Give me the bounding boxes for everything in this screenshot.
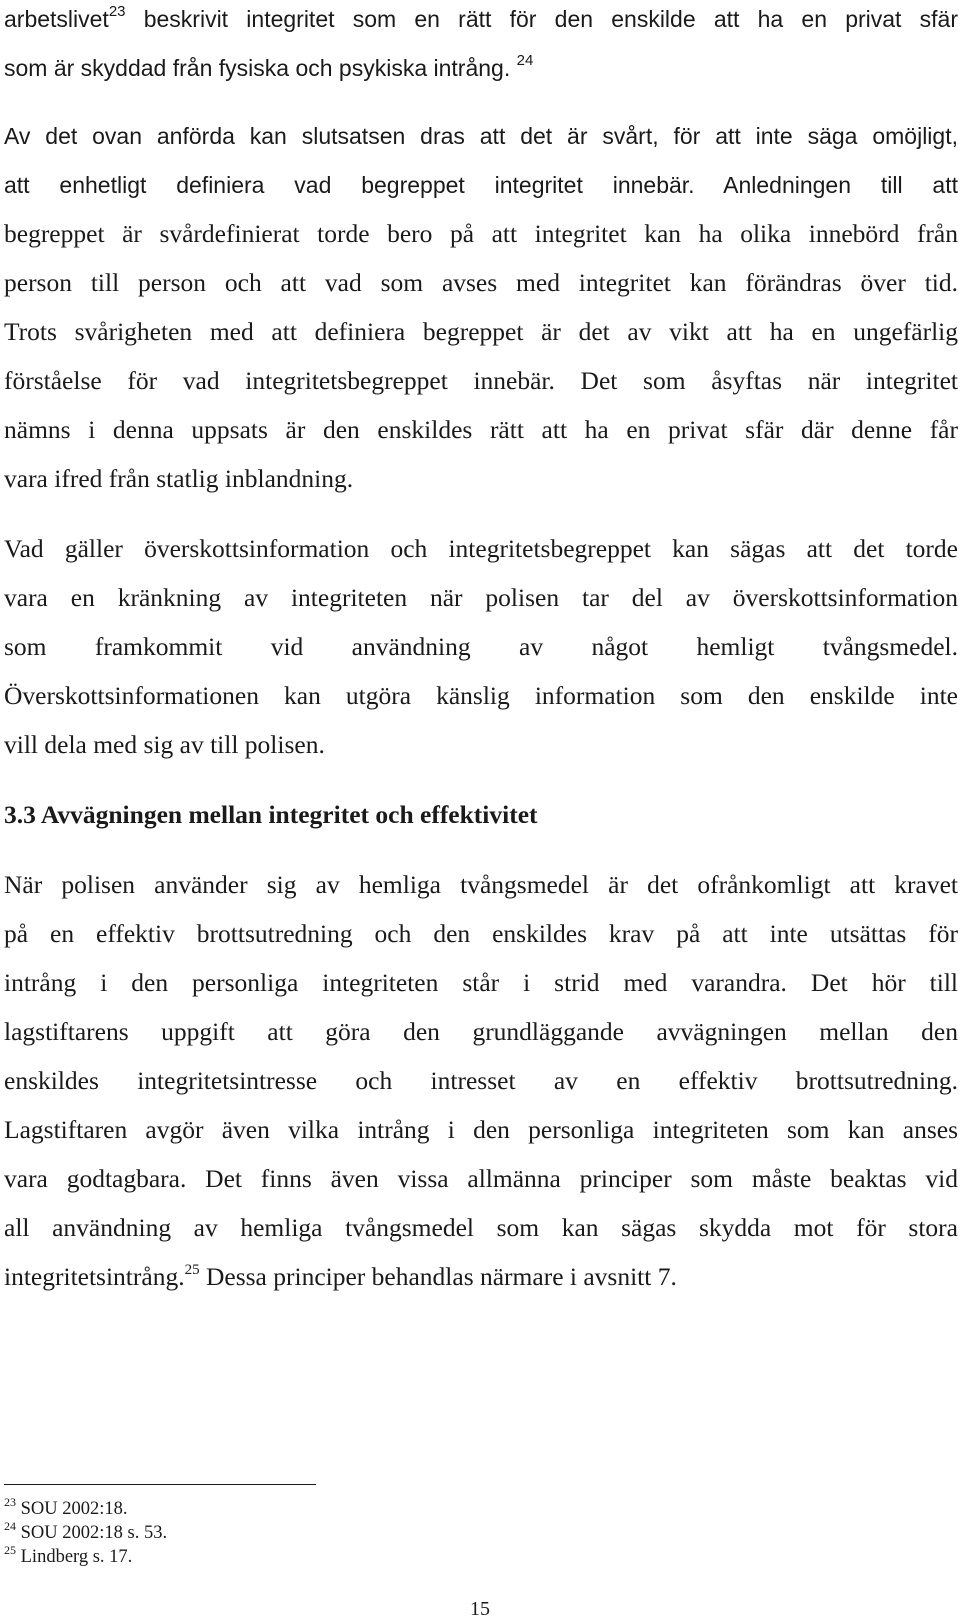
paragraph-3-line-5: vill dela med sig av till polisen.	[4, 730, 325, 759]
paragraph-2-line-2: att enhetligt definiera vad begreppet integritet innebär. Anledningen till att	[4, 172, 958, 198]
paragraph-2-line-8: vara ifred från statlig inblandning.	[4, 464, 354, 493]
footnote-text: SOU 2002:18 s. 53.	[16, 1523, 168, 1543]
paragraph-4-line-4: lagstiftarens uppgift att göra den grundläggande avvägningen mellan den	[4, 1017, 958, 1046]
text-run: Dessa principer behandlas närmare i avsnitt 7.	[199, 1262, 677, 1291]
footnote-number: 24	[4, 1519, 16, 1533]
footnote-ref-24[interactable]: 24	[516, 52, 534, 69]
paragraph-4-line-5: enskildes integritetsintresse och intresset av en effektiv brottsutredning.	[4, 1066, 958, 1095]
text-run: som är skyddad från fysiska och psykiska intrång.	[4, 55, 517, 81]
paragraph-3-line-2: vara en kränkning av integriteten när polisen tar del av överskottsinformation	[4, 583, 958, 612]
paragraph-2-line-4: person till person och att vad som avses med integritet kan förändras över tid.	[4, 268, 958, 297]
paragraph-3-line-3: som framkommit vid användning av något hemligt tvångsmedel.	[4, 632, 958, 661]
paragraph-1-line-1	[4, 4, 958, 34]
footnote-23	[4, 1495, 128, 1520]
text-run: arbetslivet	[4, 6, 109, 32]
footnote-25	[4, 1543, 133, 1568]
page-number: 15	[470, 1598, 490, 1620]
paragraph-4-line-2: på en effektiv brottsutredning och den enskildes krav på att inte utsättas för	[4, 919, 958, 948]
paragraph-3-line-1: Vad gäller överskottsinformation och integritetsbegreppet kan sägas att det torde	[4, 534, 958, 563]
paragraph-1-line-2	[4, 53, 958, 83]
footnote-number: 23	[4, 1495, 16, 1509]
footnote-text: Lindberg s. 17.	[16, 1547, 133, 1567]
footnote-24	[4, 1519, 168, 1544]
footnote-ref-25[interactable]: 25	[184, 1262, 200, 1278]
footnote-separator	[4, 1484, 316, 1485]
paragraph-2-line-3: begreppet är svårdefinierat torde bero på att integritet kan ha olika innebörd från	[4, 219, 958, 248]
paragraph-2-line-7: nämns i denna uppsats är den enskildes rätt att ha en privat sfär där denne får	[4, 415, 958, 444]
text-run: beskrivit integritet som en rätt för den enskilde att ha en privat sfär	[125, 6, 958, 32]
paragraph-4-line-8: all användning av hemliga tvångsmedel som kan sägas skydda mot för stora	[4, 1213, 958, 1242]
footnote-ref-23[interactable]: 23	[108, 3, 126, 20]
paragraph-4-line-7: vara godtagbara. Det finns även vissa allmänna principer som måste beaktas vid	[4, 1164, 958, 1193]
paragraph-3-line-4: Överskottsinformationen kan utgöra känslig information som den enskilde inte	[4, 681, 958, 710]
paragraph-2-line-1: Av det ovan anförda kan slutsatsen dras att det är svårt, för att inte säga omöjligt,	[4, 123, 958, 149]
text-run: integritetsintrång.	[4, 1262, 185, 1291]
paragraph-4-line-3: intrång i den personliga integriteten står i strid med varandra. Det hör till	[4, 968, 958, 997]
paragraph-4-line-6: Lagstiftaren avgör även vilka intrång i den personliga integriteten som kan anses	[4, 1115, 958, 1144]
footnote-text: SOU 2002:18.	[16, 1499, 128, 1519]
footnote-number: 25	[4, 1543, 16, 1557]
paragraph-4-line-9	[4, 1262, 958, 1292]
section-heading: 3.3 Avvägningen mellan integritet och effektivitet	[4, 800, 538, 829]
paragraph-2-line-6: förståelse för vad integritetsbegreppet innebär. Det som åsyftas när integritet	[4, 366, 958, 395]
paragraph-4-line-1: När polisen använder sig av hemliga tvångsmedel är det ofrånkomligt att kravet	[4, 870, 958, 899]
paragraph-2-line-5: Trots svårigheten med att definiera begreppet är det av vikt att ha en ungefärlig	[4, 317, 958, 346]
